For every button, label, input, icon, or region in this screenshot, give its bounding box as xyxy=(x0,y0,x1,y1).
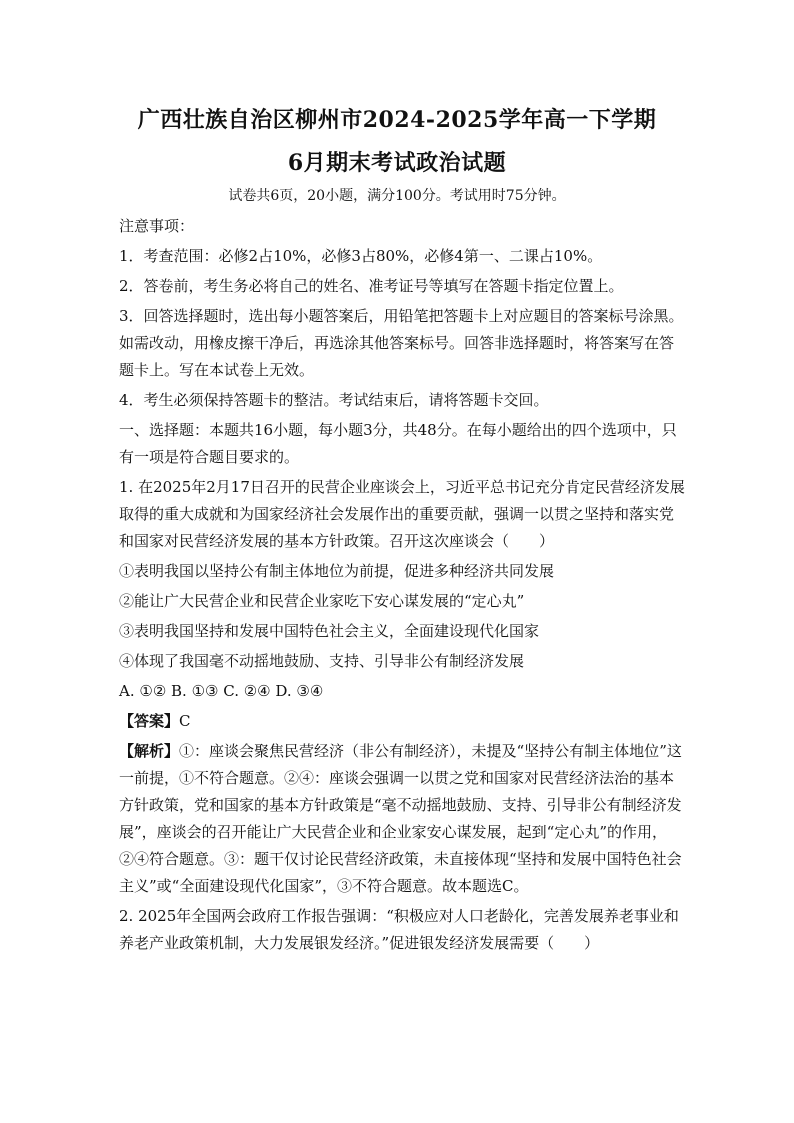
notice-item-3: 3．回答选择题时，选出每小题答案后，用铅笔把答题卡上对应题目的答案标号涂黑。如需改动，用橡皮擦干净后，再选涂其他答案标号。回答非选择题时，将答案写在答题卡上。写在本试卷上无效。 xyxy=(119,307,684,379)
doc-title-line1: 广西壮族自治区柳州市2024-2025学年高一下学期 xyxy=(137,107,657,133)
doc-subtitle: 试卷共6页，20小题，满分100分。考试用时75分钟。 xyxy=(228,188,566,204)
notice-item-4: 4．考生必须保持答题卡的整洁。考试结束后，请将答题卡交回。 xyxy=(119,391,549,409)
notice-item-2: 2．答卷前，考生务必将自己的姓名、准考证号等填写在答题卡指定位置上。 xyxy=(119,277,624,295)
question-1-option-2: ②能让广大民营企业和民营企业家吃下安心谋发展的“定心丸” xyxy=(119,592,525,610)
notice-heading: 注意事项： xyxy=(119,217,195,235)
doc-title-line2: 6月期末考试政治试题 xyxy=(287,150,507,176)
question-1-answer xyxy=(119,708,685,735)
question-2-stem: 2. 2025年全国两会政府工作报告强调：“积极应对人口老龄化，完善发展养老事业和养老产业政策机制，大力发展银发经济。”促进银发经济发展需要（ ） xyxy=(119,907,679,952)
answer-value: C xyxy=(179,712,191,730)
question-1-option-1: ①表明我国以坚持公有制主体地位为前提，促进多种经济共同发展 xyxy=(119,562,555,580)
analysis-label: 【解析】 xyxy=(119,742,180,760)
section-heading: 一、选择题：本题共16小题，每小题3分，共48分。在每小题给出的四个选项中，只有一项是符合题目要求的。 xyxy=(119,421,677,466)
question-1-option-4: ④体现了我国毫不动摇地鼓励、支持、引导非公有制经济发展 xyxy=(119,652,525,670)
notice-item-1: 1．考查范围：必修2占10%，必修3占80%，必修4第一、二课占10%。 xyxy=(119,247,603,265)
question-1-choices: A. ①② B. ①③ C. ②④ D. ③④ xyxy=(119,682,324,700)
doc-body xyxy=(119,213,685,957)
answer-label: 【答案】 xyxy=(119,712,180,730)
question-1-option-3: ③表明我国坚持和发展中国特色社会主义，全面建设现代化国家 xyxy=(119,622,540,640)
question-1-stem: 1. 在2025年2月17日召开的民营企业座谈会上，习近平总书记充分肯定民营经济发展取得的重大成就和为国家经济社会发展作出的重要贡献，强调一以贯之坚持和落实党和国家对民营经济发展的基本方针政策。召开这次座谈会（ ） xyxy=(119,478,685,550)
analysis-text: ①：座谈会聚焦民营经济（非公有制经济），未提及“坚持公有制主体地位”这一前提，①不符合题意。②④：座谈会强调一以贯之党和国家对民营经济法治的基本方针政策，党和国家的基本方针政策是“毫不动摇地鼓励、支持、引导非公有制经济发展”，座谈会的召开能让广大民营企业和企业家安心谋发展，起到“定心丸”的作用，②④符合题意。③：题干仅讨论民营经济政策，未直接体现“坚持和发展中国特色社会主义”或“全面建设现代化国家”，③不符合题意。故本题选C。 xyxy=(119,742,682,895)
question-1-analysis xyxy=(119,738,685,900)
